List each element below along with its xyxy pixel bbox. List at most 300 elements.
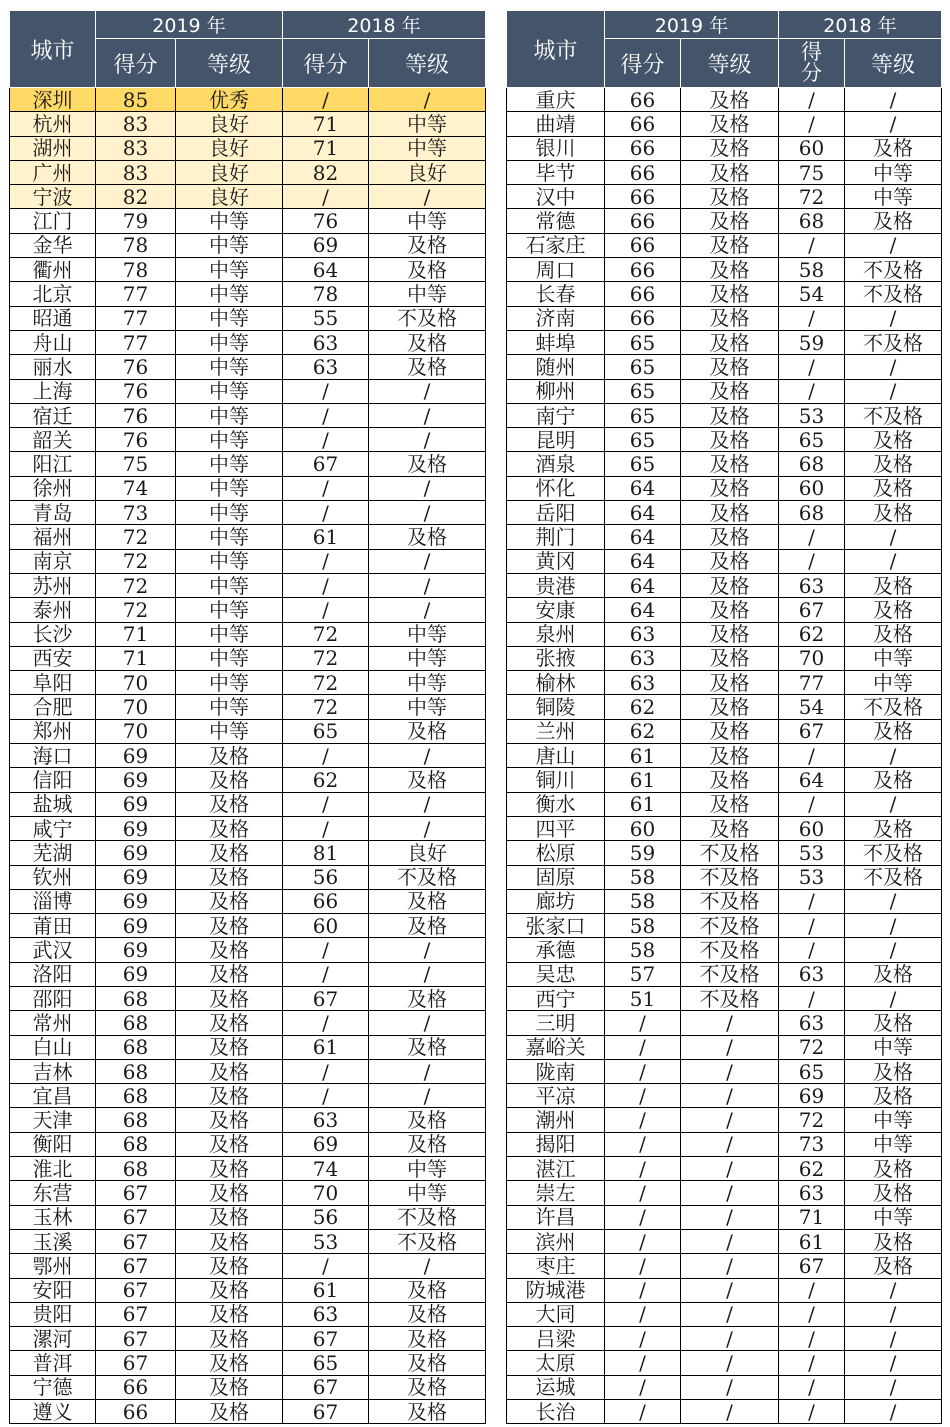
table-row — [507, 282, 942, 306]
score-2019-cell: 65 — [605, 330, 681, 354]
score-2018-cell: 62 — [779, 622, 845, 646]
score-2018-cell: 66 — [283, 889, 369, 913]
grade-2019-cell: 中等 — [176, 403, 283, 427]
grade-2019-cell: 及格 — [176, 841, 283, 865]
grade-2018-cell: / — [845, 1351, 942, 1375]
score-2019-cell: 67 — [96, 1229, 176, 1253]
score-2019-cell: 74 — [96, 476, 176, 500]
grade-2019-cell: 及格 — [681, 792, 779, 816]
table-row — [507, 1084, 942, 1108]
table-row — [10, 986, 486, 1010]
city-cell: 咸宁 — [10, 816, 96, 840]
score-2018-cell: / — [779, 792, 845, 816]
grade-2019-cell: 及格 — [176, 1035, 283, 1059]
city-cell: 鄂州 — [10, 1254, 96, 1278]
score-2018-cell: 68 — [779, 501, 845, 525]
score-2018-cell: 54 — [779, 695, 845, 719]
grade-2018-cell: 及格 — [369, 1351, 486, 1375]
score-2019-cell: / — [605, 1035, 681, 1059]
score-2018-cell: / — [283, 185, 369, 209]
table-row — [10, 573, 486, 597]
score-2018-cell: / — [283, 1011, 369, 1035]
table-row — [10, 792, 486, 816]
table-row — [507, 695, 942, 719]
score-2019-cell: 83 — [96, 136, 176, 160]
table-row — [10, 889, 486, 913]
grade-2018-cell: / — [369, 1254, 486, 1278]
score-2019-cell: 57 — [605, 962, 681, 986]
score-2019-cell: 66 — [605, 185, 681, 209]
city-cell: 长沙 — [10, 622, 96, 646]
grade-2019-cell: / — [681, 1375, 779, 1399]
score-2019-cell: 69 — [96, 938, 176, 962]
city-cell: 普洱 — [10, 1351, 96, 1375]
grade-2018-cell: 及格 — [369, 330, 486, 354]
grade-2019-cell: 及格 — [681, 306, 779, 330]
score-2019-cell: 85 — [96, 88, 176, 112]
city-cell: 岳阳 — [507, 501, 605, 525]
grade-2019-cell: 及格 — [176, 1059, 283, 1083]
score-2018-cell: 65 — [779, 1059, 845, 1083]
score-2018-cell: / — [779, 1327, 845, 1351]
table-row — [507, 1229, 942, 1253]
city-cell: 淄博 — [10, 889, 96, 913]
score-2018-cell: / — [283, 476, 369, 500]
grade-2019-cell: 及格 — [176, 1157, 283, 1181]
score-2019-cell: 72 — [96, 573, 176, 597]
grade-2019-cell: 及格 — [681, 355, 779, 379]
city-cell: 济南 — [507, 306, 605, 330]
grade-2019-cell: 及格 — [176, 1132, 283, 1156]
score-2018-cell: 54 — [779, 282, 845, 306]
score-2018-cell: / — [283, 501, 369, 525]
score-2018-cell: / — [283, 792, 369, 816]
score-2019-cell: 77 — [96, 282, 176, 306]
city-cell: 莆田 — [10, 914, 96, 938]
table-row — [10, 549, 486, 573]
grade-2018-cell: 及格 — [369, 1302, 486, 1326]
grade-2019-cell: 及格 — [681, 744, 779, 768]
score-2018-cell: 61 — [283, 525, 369, 549]
table-row — [10, 938, 486, 962]
grade-2018-cell: 及格 — [845, 1229, 942, 1253]
score-2018-cell: / — [779, 1302, 845, 1326]
table-row — [507, 1059, 942, 1083]
score-2018-cell: 61 — [283, 1035, 369, 1059]
grade-2018-cell: / — [845, 889, 942, 913]
score-2018-cell: / — [779, 1375, 845, 1399]
grade-2019-cell: 中等 — [176, 379, 283, 403]
score-2018-cell: 67 — [779, 1254, 845, 1278]
grade-2019-cell: 中等 — [176, 233, 283, 257]
score-2019-cell: 63 — [605, 671, 681, 695]
score-2019-cell: 58 — [605, 938, 681, 962]
table-row — [10, 1351, 486, 1375]
score-2018-cell: 76 — [283, 209, 369, 233]
grade-2018-cell: 中等 — [845, 646, 942, 670]
table-row — [507, 501, 942, 525]
grade-2019-cell: 中等 — [176, 501, 283, 525]
grade-2018-cell: 及格 — [845, 1084, 942, 1108]
grade-2018-cell: / — [845, 792, 942, 816]
score-2018-cell: / — [779, 938, 845, 962]
table-row — [10, 1205, 486, 1229]
city-cell: 许昌 — [507, 1205, 605, 1229]
city-cell: 昭通 — [10, 306, 96, 330]
table-row — [507, 549, 942, 573]
grade-2018-cell: 不及格 — [845, 695, 942, 719]
grade-2019-cell: 良好 — [176, 112, 283, 136]
grade-2019-cell: 及格 — [176, 1181, 283, 1205]
grade-2018-cell: 及格 — [845, 1181, 942, 1205]
grade-2019-cell: 及格 — [681, 160, 779, 184]
grade-2019-cell: 良好 — [176, 136, 283, 160]
table-row — [10, 768, 486, 792]
city-cell: 吴忠 — [507, 962, 605, 986]
table-row — [10, 744, 486, 768]
grade-2018-cell: 中等 — [369, 282, 486, 306]
score-2019-cell: / — [605, 1181, 681, 1205]
city-cell: 银川 — [507, 136, 605, 160]
score-2018-cell: / — [283, 1084, 369, 1108]
score-2018-cell: 55 — [283, 306, 369, 330]
score-2019-cell: 69 — [96, 914, 176, 938]
grade-2019-cell: 及格 — [176, 1351, 283, 1375]
score-2019-cell: 76 — [96, 379, 176, 403]
grade-2019-cell: 及格 — [176, 962, 283, 986]
city-cell: 天津 — [10, 1108, 96, 1132]
grade-2019-cell: / — [681, 1011, 779, 1035]
city-cell: 湛江 — [507, 1157, 605, 1181]
grade-2018-cell: / — [369, 501, 486, 525]
grade-2019-cell: 及格 — [176, 1229, 283, 1253]
grade-2018-cell: 及格 — [369, 986, 486, 1010]
city-cell: 江门 — [10, 209, 96, 233]
grade-2018-cell: 及格 — [369, 914, 486, 938]
grade-2018-header: 等级 — [845, 39, 942, 88]
score-2019-cell: 72 — [96, 598, 176, 622]
table-row — [507, 452, 942, 476]
table-row — [507, 768, 942, 792]
grade-2018-cell: 中等 — [369, 209, 486, 233]
city-cell: 吕梁 — [507, 1327, 605, 1351]
grade-2019-cell: 及格 — [176, 792, 283, 816]
table-row — [10, 160, 486, 184]
score-2019-cell: / — [605, 1157, 681, 1181]
table-row — [507, 1035, 942, 1059]
grade-2019-cell: / — [681, 1327, 779, 1351]
city-cell: 漯河 — [10, 1327, 96, 1351]
grade-2018-cell: 及格 — [845, 1059, 942, 1083]
score-2019-cell: 66 — [605, 282, 681, 306]
grade-2019-cell: 及格 — [681, 695, 779, 719]
city-cell: 郑州 — [10, 719, 96, 743]
grade-2018-cell: 中等 — [369, 112, 486, 136]
grade-2018-cell: 及格 — [369, 258, 486, 282]
grade-2018-cell: 及格 — [845, 719, 942, 743]
grade-2018-cell: 不及格 — [369, 1205, 486, 1229]
city-cell: 泉州 — [507, 622, 605, 646]
score-2019-cell: 58 — [605, 914, 681, 938]
city-cell: 太原 — [507, 1351, 605, 1375]
score-2019-cell: 79 — [96, 209, 176, 233]
city-cell: 衢州 — [10, 258, 96, 282]
score-2019-cell: 68 — [96, 1084, 176, 1108]
grade-2018-cell: 及格 — [845, 136, 942, 160]
grade-2018-cell: 不及格 — [369, 306, 486, 330]
score-2019-cell: 68 — [96, 1157, 176, 1181]
city-cell: 大同 — [507, 1302, 605, 1326]
score-2019-cell: / — [605, 1375, 681, 1399]
score-2018-cell: / — [283, 1059, 369, 1083]
city-cell: 邵阳 — [10, 986, 96, 1010]
score-2018-cell: 71 — [283, 112, 369, 136]
city-header: 城市 — [10, 11, 96, 88]
city-cell: 四平 — [507, 816, 605, 840]
city-cell: 松原 — [507, 841, 605, 865]
grade-2018-cell: / — [845, 549, 942, 573]
grade-2018-cell: / — [369, 1011, 486, 1035]
grade-2019-cell: 中等 — [176, 282, 283, 306]
grade-2019-cell: 中等 — [176, 525, 283, 549]
score-2018-cell: 64 — [283, 258, 369, 282]
city-cell: 昆明 — [507, 428, 605, 452]
score-2018-cell: 74 — [283, 1157, 369, 1181]
grade-2019-cell: 及格 — [681, 185, 779, 209]
grade-2018-cell: 中等 — [845, 1035, 942, 1059]
grade-2018-cell: 及格 — [369, 719, 486, 743]
table-row — [10, 306, 486, 330]
grade-2019-cell: / — [681, 1181, 779, 1205]
city-cell: 洛阳 — [10, 962, 96, 986]
grade-2019-cell: 及格 — [681, 671, 779, 695]
score-2019-cell: 69 — [96, 841, 176, 865]
table-row — [10, 403, 486, 427]
grade-2018-cell: / — [369, 428, 486, 452]
grade-2018-cell: 及格 — [845, 1157, 942, 1181]
score-2019-cell: 58 — [605, 865, 681, 889]
city-cell: 韶关 — [10, 428, 96, 452]
score-2018-cell: / — [283, 1254, 369, 1278]
score-2018-cell: 75 — [779, 160, 845, 184]
score-2019-cell: 68 — [96, 1035, 176, 1059]
score-2019-cell: / — [605, 1302, 681, 1326]
score-2018-cell: 78 — [283, 282, 369, 306]
table-row — [10, 1375, 486, 1399]
score-2019-cell: 69 — [96, 792, 176, 816]
grade-2018-cell: 不及格 — [845, 403, 942, 427]
grade-2019-cell: 不及格 — [681, 938, 779, 962]
city-cell: 汉中 — [507, 185, 605, 209]
grade-2019-cell: / — [681, 1205, 779, 1229]
table-row — [10, 1108, 486, 1132]
grade-2018-cell: 及格 — [845, 816, 942, 840]
table-row — [507, 330, 942, 354]
grade-2018-cell: 不及格 — [845, 841, 942, 865]
grade-2018-cell: 中等 — [369, 622, 486, 646]
grade-2019-cell: 及格 — [681, 233, 779, 257]
grade-2018-cell: 不及格 — [369, 865, 486, 889]
score-2019-cell: 70 — [96, 719, 176, 743]
grade-2018-cell: 良好 — [369, 160, 486, 184]
city-cell: 淮北 — [10, 1157, 96, 1181]
table-row — [10, 816, 486, 840]
city-cell: 苏州 — [10, 573, 96, 597]
city-cell: 承德 — [507, 938, 605, 962]
grade-2018-cell: 及格 — [369, 525, 486, 549]
city-cell: 随州 — [507, 355, 605, 379]
score-2019-cell: / — [605, 1059, 681, 1083]
city-cell: 宁波 — [10, 185, 96, 209]
grade-2018-cell: 及格 — [845, 209, 942, 233]
score-2018-cell: 67 — [283, 1327, 369, 1351]
city-cell: 运城 — [507, 1375, 605, 1399]
grade-2018-cell: 不及格 — [845, 258, 942, 282]
score-2018-cell: 60 — [779, 136, 845, 160]
score-2019-cell: 82 — [96, 185, 176, 209]
score-2019-cell: 72 — [96, 525, 176, 549]
score-2019-cell: 65 — [605, 379, 681, 403]
grade-2019-cell: / — [681, 1059, 779, 1083]
city-cell: 南宁 — [507, 403, 605, 427]
score-2019-cell: 64 — [605, 573, 681, 597]
city-cell: 揭阳 — [507, 1132, 605, 1156]
city-cell: 铜陵 — [507, 695, 605, 719]
score-2019-cell: 63 — [605, 622, 681, 646]
score-2019-cell: 67 — [96, 1302, 176, 1326]
score-2018-cell: 67 — [779, 598, 845, 622]
city-cell: 武汉 — [10, 938, 96, 962]
city-cell: 衡阳 — [10, 1132, 96, 1156]
grade-2019-cell: 中等 — [176, 598, 283, 622]
score-2019-header: 得分 — [605, 39, 681, 88]
grade-2019-cell: 及格 — [681, 719, 779, 743]
city-cell: 榆林 — [507, 671, 605, 695]
score-2019-cell: 61 — [605, 768, 681, 792]
table-row — [10, 1327, 486, 1351]
grade-2018-cell: 中等 — [845, 671, 942, 695]
city-cell: 固原 — [507, 865, 605, 889]
city-cell: 怀化 — [507, 476, 605, 500]
grade-2019-cell: 及格 — [681, 525, 779, 549]
grade-2018-cell: 及格 — [845, 476, 942, 500]
score-2019-cell: 69 — [96, 865, 176, 889]
city-cell: 滨州 — [507, 1229, 605, 1253]
city-cell: 长春 — [507, 282, 605, 306]
city-header: 城市 — [507, 11, 605, 88]
score-2018-cell: 72 — [283, 671, 369, 695]
score-2018-cell: 71 — [779, 1205, 845, 1229]
grade-2019-cell: 及格 — [681, 476, 779, 500]
score-2019-cell: 68 — [96, 1011, 176, 1035]
year-2018-header: 2018 年 — [283, 11, 486, 39]
city-cell: 陇南 — [507, 1059, 605, 1083]
grade-2018-cell: / — [369, 573, 486, 597]
city-cell: 曲靖 — [507, 112, 605, 136]
table-row — [507, 476, 942, 500]
grade-2018-cell: 不及格 — [369, 1229, 486, 1253]
score-2018-cell: 64 — [779, 768, 845, 792]
right-table-body — [507, 88, 942, 1424]
grade-2019-cell: / — [681, 1108, 779, 1132]
table-row — [10, 841, 486, 865]
score-2019-cell: / — [605, 1205, 681, 1229]
score-2019-cell: 78 — [96, 258, 176, 282]
score-2018-cell: 67 — [283, 1400, 369, 1424]
table-row — [10, 1011, 486, 1035]
grade-2018-cell: 中等 — [369, 671, 486, 695]
score-2018-cell: 69 — [779, 1084, 845, 1108]
grade-2018-cell: 及格 — [369, 1400, 486, 1424]
grade-2019-cell: 不及格 — [681, 865, 779, 889]
score-2018-cell: / — [283, 938, 369, 962]
city-cell: 毕节 — [507, 160, 605, 184]
grade-2018-cell: 及格 — [369, 1327, 486, 1351]
score-2019-cell: 70 — [96, 695, 176, 719]
table-row — [10, 330, 486, 354]
score-2019-cell: 77 — [96, 306, 176, 330]
score-2019-cell: 69 — [96, 744, 176, 768]
score-2018-cell: 63 — [283, 1302, 369, 1326]
score-2019-cell: / — [605, 1254, 681, 1278]
score-2019-cell: 66 — [605, 136, 681, 160]
score-2018-cell: 69 — [283, 1132, 369, 1156]
grade-2018-cell: / — [845, 1327, 942, 1351]
grade-2019-cell: 中等 — [176, 330, 283, 354]
score-2019-cell: 60 — [605, 816, 681, 840]
score-2019-cell: 64 — [605, 549, 681, 573]
score-2018-cell: / — [283, 598, 369, 622]
score-2018-cell: / — [779, 549, 845, 573]
grade-2018-cell: 及格 — [369, 889, 486, 913]
score-2018-cell: 65 — [779, 428, 845, 452]
score-2019-cell: 69 — [96, 816, 176, 840]
table-row — [10, 1254, 486, 1278]
table-row — [10, 1229, 486, 1253]
score-2018-cell: 61 — [779, 1229, 845, 1253]
score-2018-cell: 72 — [283, 646, 369, 670]
score-2019-cell: 65 — [605, 428, 681, 452]
left-table-body — [10, 88, 486, 1424]
city-cell: 泰州 — [10, 598, 96, 622]
city-cell: 丽水 — [10, 355, 96, 379]
grade-2019-cell: 中等 — [176, 355, 283, 379]
grade-2019-cell: 及格 — [681, 379, 779, 403]
score-2019-cell: / — [605, 1108, 681, 1132]
grade-2018-cell: / — [845, 744, 942, 768]
grade-2018-cell: 良好 — [369, 841, 486, 865]
score-2019-cell: 65 — [605, 355, 681, 379]
table-row — [10, 1400, 486, 1424]
score-2019-cell: 72 — [96, 549, 176, 573]
table-row — [507, 136, 942, 160]
city-cell: 阳江 — [10, 452, 96, 476]
grade-2018-cell: 及格 — [369, 768, 486, 792]
score-2018-cell: / — [779, 355, 845, 379]
score-2018-cell: 56 — [283, 1205, 369, 1229]
grade-2019-cell: 及格 — [176, 1011, 283, 1035]
score-2019-cell: 66 — [605, 233, 681, 257]
score-2019-cell: 66 — [605, 258, 681, 282]
table-row — [10, 233, 486, 257]
grade-2019-cell: 及格 — [681, 258, 779, 282]
grade-2018-cell: / — [369, 1059, 486, 1083]
grade-2018-cell: 及格 — [369, 1278, 486, 1302]
grade-2019-cell: 及格 — [681, 282, 779, 306]
score-2018-cell: 62 — [283, 768, 369, 792]
score-2018-cell: / — [283, 816, 369, 840]
grade-2018-cell: 中等 — [845, 185, 942, 209]
